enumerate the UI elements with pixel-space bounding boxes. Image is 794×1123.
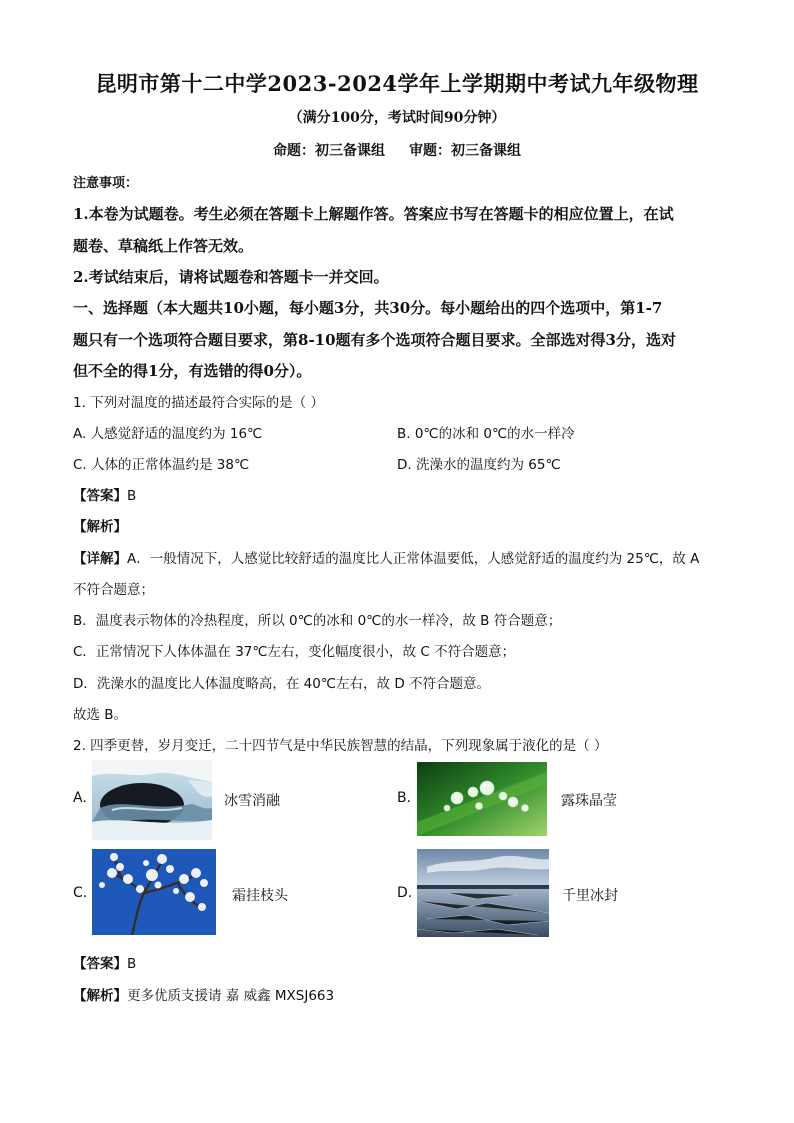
- notice-item2: 2.考试结束后，请将试题卷和答题卡一并交回。: [73, 268, 389, 286]
- reviewer-label: 审题：初三备课组: [409, 143, 521, 159]
- exam-authors: [0, 140, 794, 160]
- answer-value: B: [127, 488, 137, 504]
- notice-item1-line1: 1.本卷为试题卷。考生必须在答题卡上解题作答。答案应书写在答题卡的相应位置上，在试: [73, 205, 674, 223]
- q2-option-b-letter: B.: [397, 790, 412, 806]
- frost-branches-image: [92, 849, 216, 935]
- q2-answer: [73, 952, 136, 972]
- q1-detail-a-line1: [73, 547, 699, 567]
- snow-melting-image: [92, 760, 212, 840]
- q1-detail-d: D．洗澡水的温度比人体温度略高，在 40℃左右，故 D 不符合题意。: [73, 676, 491, 692]
- q1-option-b: B. 0℃的冰和 0℃的水一样冷: [397, 426, 575, 442]
- section1-line1: 一、选择题（本大题共10小题，每小题3分，共30分。每小题给出的四个选项中，第1-7: [73, 299, 663, 317]
- answer-tag: 【答案】: [73, 488, 127, 504]
- q1-detail-b: B．温度表示物体的冷热程度，所以 0℃的冰和 0℃的水一样冷，故 B 符合题意；: [73, 613, 562, 629]
- detail-tag: 【详解】: [73, 551, 127, 567]
- q2-option-d-caption: 千里冰封: [562, 888, 618, 904]
- q1-answer: [73, 484, 136, 504]
- q1-detail-a-line2: 不符合题意；: [73, 582, 154, 598]
- q1-detail-c: C．正常情况下人体体温在 37℃左右，变化幅度很小，故 C 不符合题意；: [73, 644, 516, 660]
- q2-option-c-caption: 霜挂枝头: [232, 888, 288, 904]
- q2-option-a-letter: A.: [73, 790, 87, 806]
- q2-option-a-caption: 冰雪消融: [224, 793, 280, 809]
- q1-conclusion: 故选 B。: [73, 707, 128, 723]
- frozen-lake-image: [417, 849, 549, 937]
- section1-line3: 但不全的得1分，有选错的得0分）。: [73, 362, 312, 380]
- dew-drops-image: [417, 762, 547, 836]
- q1-option-c: C. 人体的正常体温约是 38℃: [73, 457, 250, 473]
- q2-option-c-letter: C.: [73, 885, 88, 901]
- answer-value: B: [127, 956, 137, 972]
- author-label: 命题：初三备课组: [273, 143, 385, 159]
- detail-a-text: A．一般情况下，人感觉比较舒适的温度比人正常体温要低，人感觉舒适的温度约为 25℃，故 A: [127, 551, 700, 567]
- q1-analysis-tag: 【解析】: [73, 519, 127, 535]
- q2-option-b-caption: 露珠晶莹: [561, 793, 617, 809]
- q2-option-d-letter: D.: [397, 885, 413, 901]
- notice-heading: 注意事项：: [73, 176, 139, 191]
- exam-subtitle: （满分100分，考试时间90分钟）: [288, 110, 506, 126]
- q1-stem: 1. 下列对温度的描述最符合实际的是（ ）: [73, 395, 324, 411]
- analysis-text: 更多优质支援请 嘉 威鑫 MXSJ663: [127, 988, 335, 1004]
- section1-line2: 题只有一个选项符合题目要求，第8-10题有多个选项符合题目要求。全部选对得3分，选对: [73, 331, 676, 349]
- analysis-tag: 【解析】: [73, 988, 127, 1004]
- q1-option-d: D. 洗澡水的温度约为 65℃: [397, 457, 561, 473]
- q2-stem: 2. 四季更替，岁月变迁，二十四节气是中华民族智慧的结晶，下列现象属于液化的是（ ）: [73, 738, 608, 754]
- exam-title: 昆明市第十二中学2023-2024学年上学期期中考试九年级物理: [95, 71, 699, 96]
- answer-tag: 【答案】: [73, 956, 127, 972]
- q2-analysis: [73, 984, 334, 1004]
- q1-option-a: A. 人感觉舒适的温度约为 16℃: [73, 426, 263, 442]
- notice-item1-line2: 题卷、草稿纸上作答无效。: [73, 237, 254, 255]
